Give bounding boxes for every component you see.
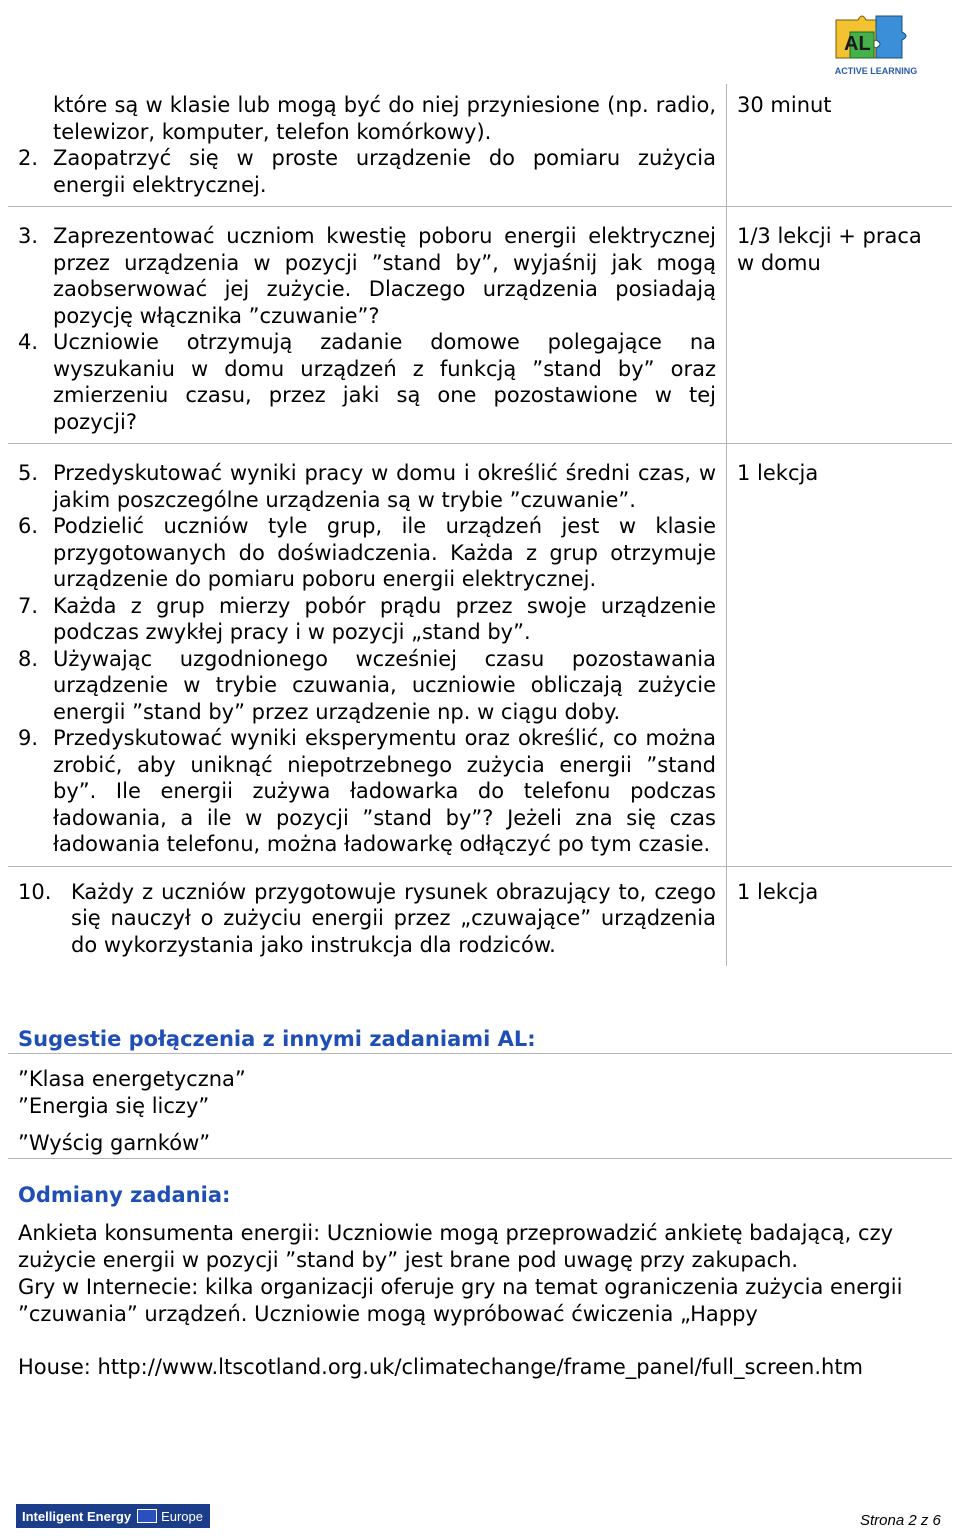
suggestions-title: Sugestie połączenia z innymi zadaniami AL:	[18, 1027, 536, 1051]
divider	[8, 1053, 952, 1054]
intelligent-energy-europe-logo	[16, 1504, 210, 1528]
table-row	[8, 207, 952, 444]
step-item: 4. Uczniowie otrzymują zadanie domowe polegające na wyszukaniu w domu urządzeń z funkcją ˮstand byˮ oraz zmierzeniu czasu, przez jaki są one pozostawione w tej pozycji?	[18, 330, 716, 434]
footer-brand-left: Intelligent Energy	[22, 1508, 132, 1524]
step-item: 2. Zaopatrzyć się w proste urządzenie do pomiaru zużycia energii elektrycznej.	[18, 146, 716, 197]
page-number: Strona 2 z 6	[860, 1512, 941, 1529]
table-row	[8, 84, 952, 207]
variant-paragraph: Ankieta konsumenta energii: Uczniowie mogą przeprowadzić ankietę badającą, czy zużycie energii w pozycji ˮstand byˮ jest brane pod uwagę przy zakupach.	[18, 1221, 894, 1272]
footer-brand-right: Europe	[161, 1508, 203, 1524]
active-learning-logo	[826, 10, 926, 80]
step-item: 7. Każda z grup mierzy pobór prądu przez swoje urządzenie podczas zwykłej pracy i w pozycji „stand byˮ.	[18, 593, 716, 644]
logo-caption: ACTIVE LEARNING	[834, 66, 918, 76]
step-item: 8. Używając uzgodnionego wcześniej czasu pozostawania urządzenie w trybie czuwania, uczniowie obliczają zużycie energii ˮstand byˮ przez urządzenie np. w ciągu doby.	[18, 646, 716, 724]
variant-link-paragraph: House: http://www.ltscotland.org.uk/climatechange/frame_panel/full_screen.htm	[18, 1355, 864, 1379]
variants-title: Odmiany zadania:	[18, 1183, 231, 1207]
time-cell: 1 lekcja	[726, 444, 952, 866]
variant-paragraph: Gry w Internecie: kilka organizacji oferuje gry na temat ograniczenia zużycia energii ˮczuwaniaˮ urządzeń. Uczniowie mogą wypróbować ćwiczenia „Happy	[18, 1275, 903, 1326]
step-item: które są w klasie lub mogą być do niej przyniesione (np. radio, telewizor, komputer, telefon komórkowy).	[53, 93, 716, 144]
divider	[8, 1158, 952, 1159]
suggestion-item: ˮEnergia się liczyˮ	[18, 1094, 210, 1118]
step-item: 10. Każdy z uczniów przygotowuje rysunek obrazujący to, czego się nauczył o zużyciu energii przez „czuwająceˮ urządzenia do wykorzystania jako instrukcja dla rodziców.	[18, 879, 716, 957]
table-row	[8, 444, 952, 867]
svg-text:AL: AL	[844, 33, 871, 55]
time-cell: 1 lekcja	[726, 867, 952, 967]
table-row	[8, 867, 952, 967]
time-cell: 1/3 lekcji + praca w domu	[726, 207, 952, 443]
activity-table	[8, 84, 952, 966]
step-item: 5. Przedyskutować wyniki pracy w domu i określić średni czas, w jakim poszczególne urządzenia są w trybie ˮczuwanieˮ.	[18, 461, 716, 512]
step-item: 3. Zaprezentować uczniom kwestię poboru energii elektrycznej przez urządzenia w pozycji ˮstand byˮ, wyjaśnij jak mogą zaobserwować jej zużycie. Dlaczego urządzenia posiadają pozycję włącznika ˮczuwanieˮ?	[18, 224, 716, 328]
eu-flag-icon	[137, 1509, 157, 1523]
suggestion-item: ˮWyścig garnkówˮ	[18, 1131, 211, 1155]
suggestion-item: ˮKlasa energetycznaˮ	[18, 1067, 246, 1091]
step-item: 6. Podzielić uczniów tyle grup, ile urządzeń jest w klasie przygotowanych do doświadczenia. Każda z grup otrzymuje urządzenie do pomiaru poboru energii elektrycznej.	[18, 514, 716, 591]
time-cell: 30 minut	[726, 84, 952, 206]
step-item: 9. Przedyskutować wyniki eksperymentu oraz określić, co można zrobić, aby uniknąć niepotrzebnego zużycia energii ˮstand byˮ. Ile energii zużywa ładowarka do telefonu podczas ładowania, a ile w pozycji ˮstand byˮ? Jeżeli zna się czas ładowania telefonu, można ładowarkę odłączyć po tym czasie.	[18, 726, 716, 856]
